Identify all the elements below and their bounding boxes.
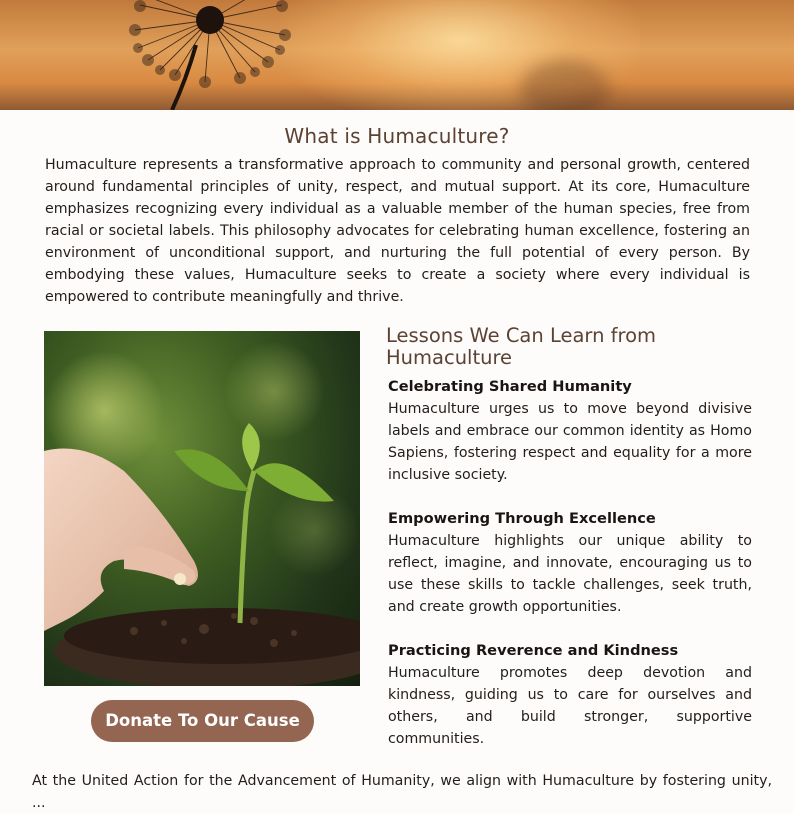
lesson-text: Humaculture urges us to move beyond divisive labels and embrace our common identity as Homo Sapiens, fostering respect and equality for a more inclusive society. [388,401,752,483]
lesson-heading: Practicing Reverence and Kindness [388,642,679,659]
section-title-lessons: Lessons We Can Learn from Humaculture [386,324,657,369]
lesson-item [388,376,752,486]
lesson-heading: Empowering Through Excellence [388,510,656,527]
seedling-photo [44,331,360,686]
hero-dandelion-image [0,0,794,110]
lesson-text: Humaculture promotes deep devotion and kindness, guiding us to care for ourselves and others, and build stronger, supportive communities. [388,665,752,747]
lesson-item [388,508,752,618]
intro-paragraph: Humaculture represents a transformative approach to community and personal growth, centered around fundamental principles of unity, respect, and mutual support. At its core, Humaculture emphasizes recognizing every individual as a valuable member of the human species, free from racial or societal labels. This philosophy advocates for celebrating human excellence, fostering an environment of unconditional support, and nurturing the full potential of every person. By embodying these values, Humaculture seeks to create a society where every individual is empowered to contribute meaningfully and thrive. [45,157,750,305]
closing-paragraph: At the United Action for the Advancement of Humanity, we align with Humaculture by fostering unity, ... [32,773,772,811]
lesson-item [388,640,752,750]
section-title-what-is: What is Humaculture? [284,124,510,148]
lesson-text: Humaculture highlights our unique ability to reflect, imagine, and innovate, encouraging us to use these skills to tackle challenges, seek truth, and create growth opportunities. [388,533,752,615]
lesson-heading: Celebrating Shared Humanity [388,378,632,395]
donate-button[interactable]: Donate To Our Cause [91,700,314,742]
